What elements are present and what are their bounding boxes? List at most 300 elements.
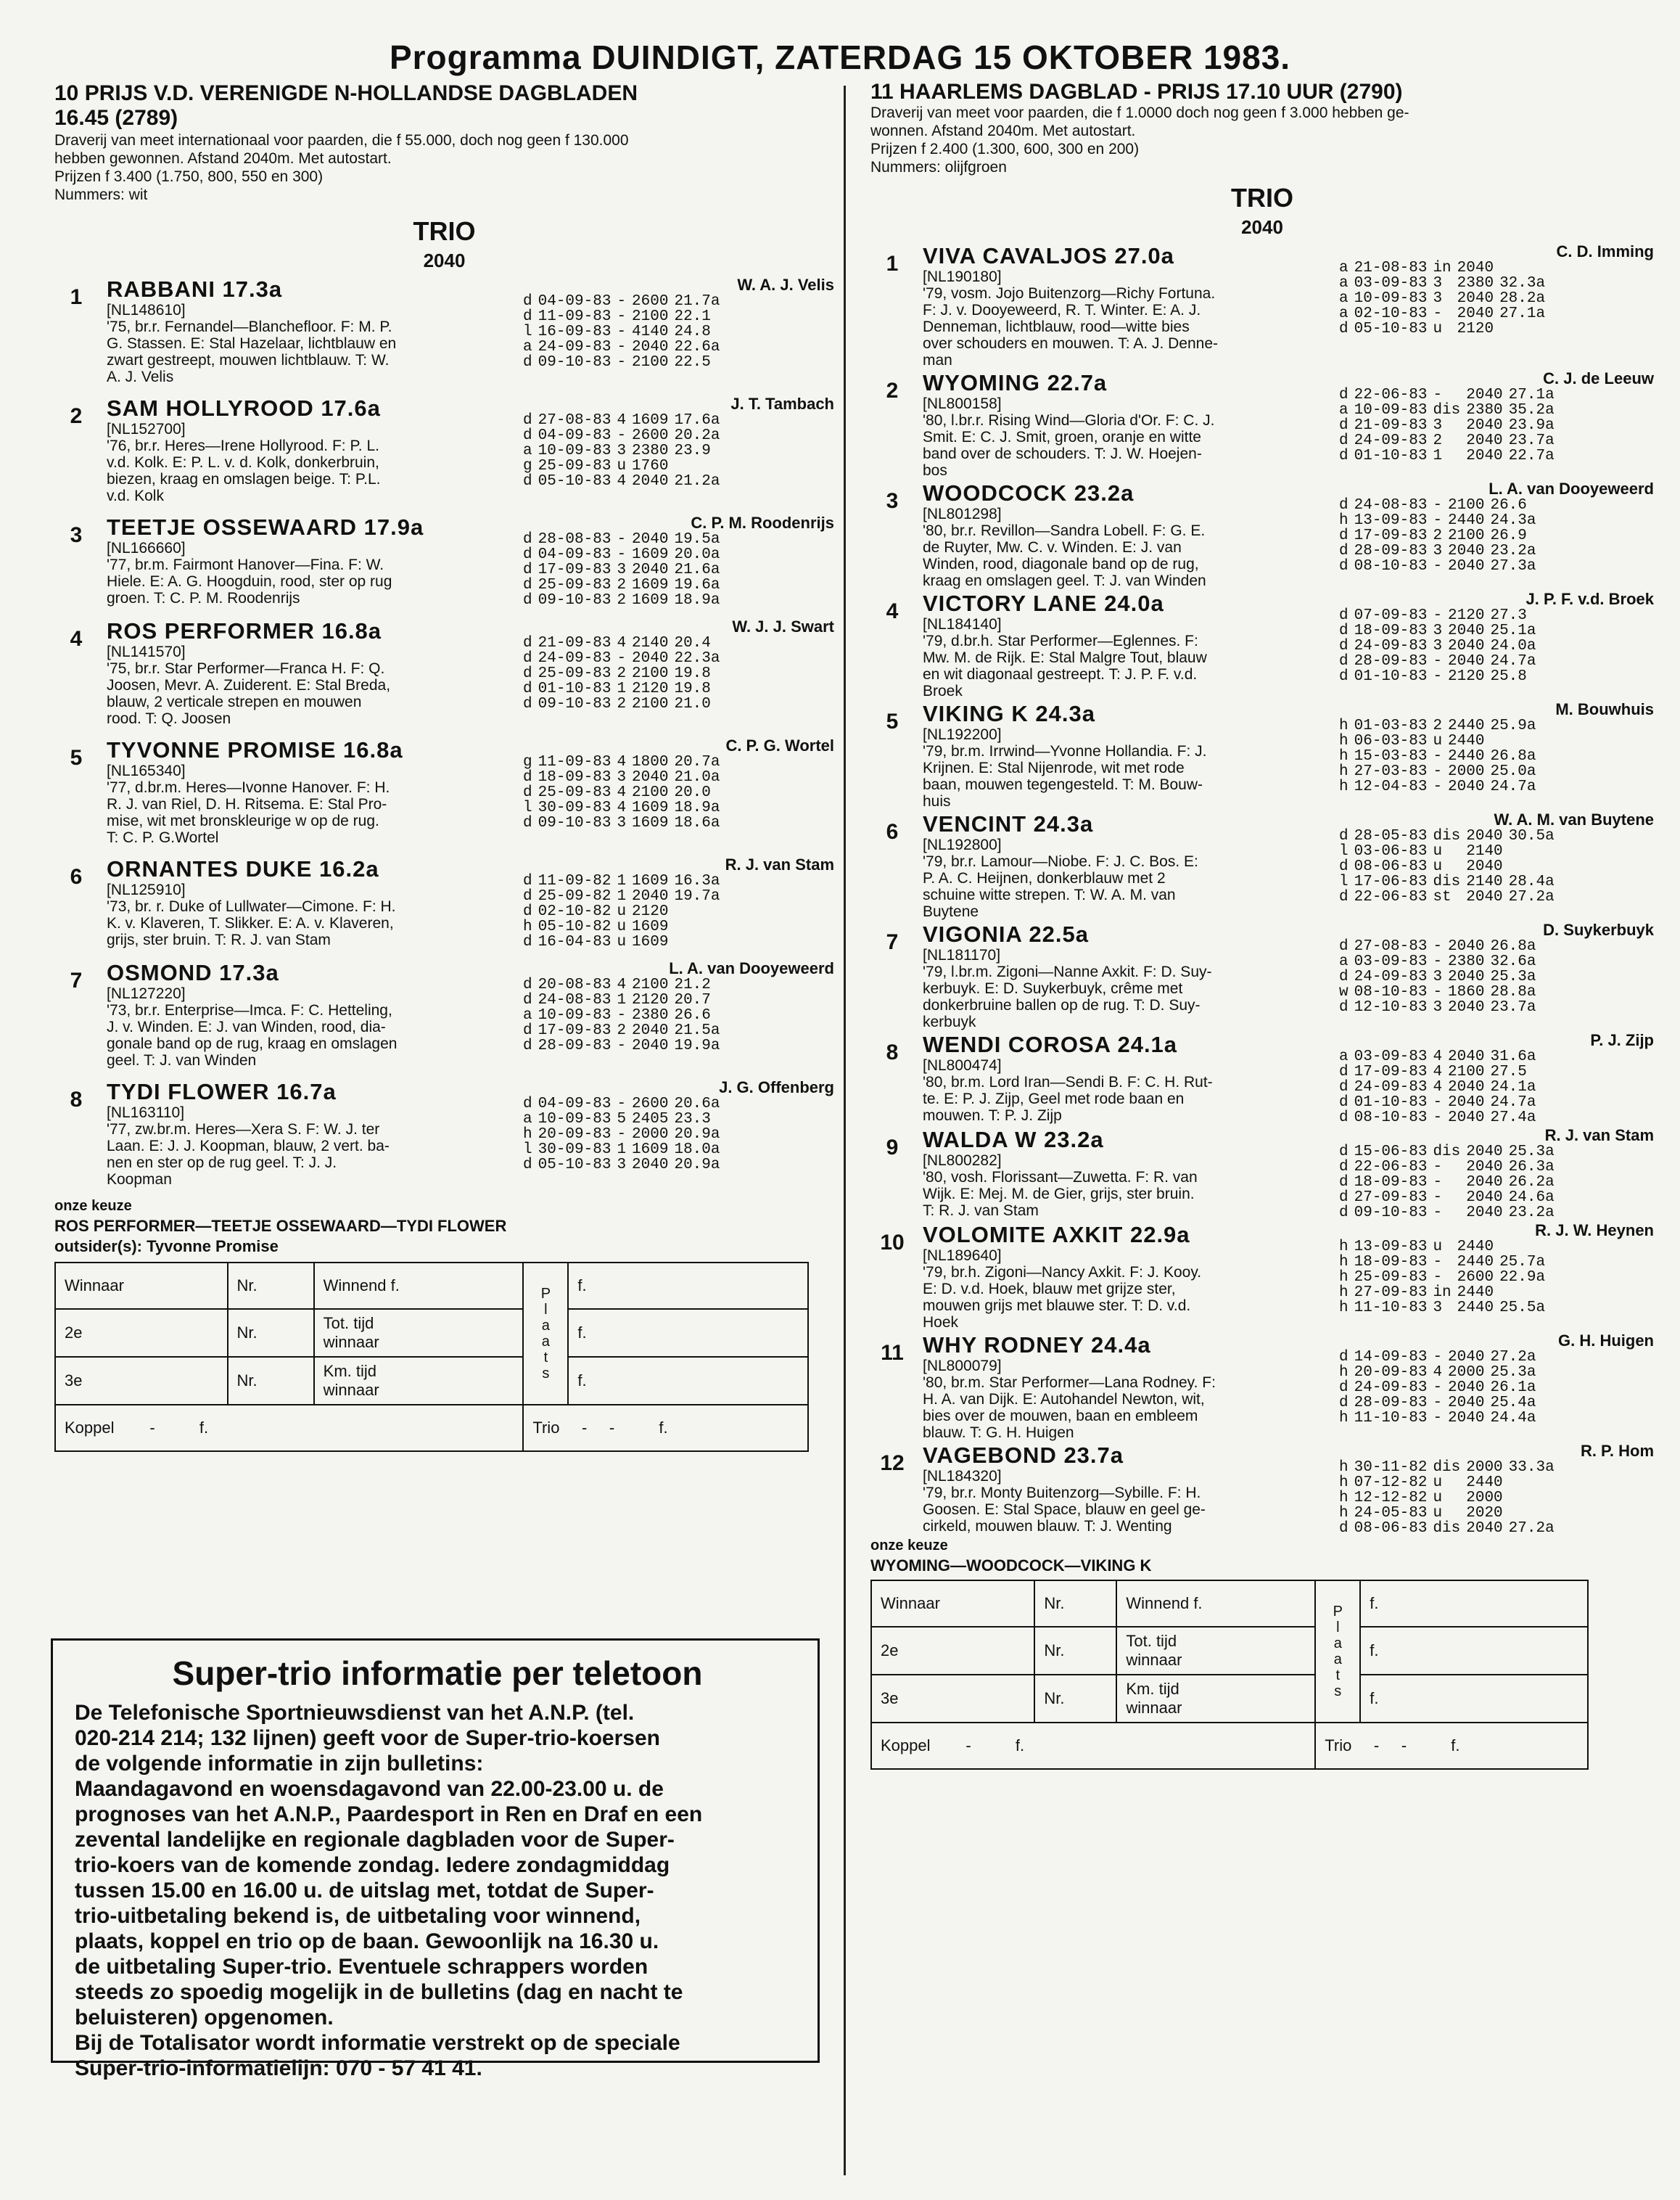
form-cell: 2040 [632,1157,669,1173]
form-cell: 2600 [1457,1269,1494,1286]
form-cell: 24-09-83 [1354,638,1428,654]
form-row [1336,1365,1539,1380]
form-cell: 25-09-82 [538,888,612,905]
horse-description: baan, mouwen tegengesteld. T: M. Bouw- [923,776,1203,793]
form-cell: 4 [617,977,627,993]
info-line: trio-koers van de komende zondag. Iedere zondagmiddag [75,1853,670,1877]
horse-description: '76, br.r. Heres—Irene Hollyrood. F: P. L. [107,438,379,454]
form-cell: 2040 [1466,432,1503,449]
form-row [1336,433,1557,448]
horse-code: [NL141570] [107,644,186,660]
horse-name: TYVONNE PROMISE 16.8a [107,737,403,763]
form-cell: 10-09-83 [1354,290,1428,307]
form-cell: d [1339,543,1348,559]
form-cell: d [523,531,532,548]
form-cell: 16.3a [674,873,720,890]
form-cell: d [1339,1520,1348,1537]
form-table [1336,1239,1548,1316]
form-cell: h [1339,1410,1348,1427]
form-cell: 06-03-83 [1354,733,1428,750]
form-row [1336,669,1539,684]
form-cell: 2120 [632,992,669,1009]
form-row [1336,1460,1557,1475]
horse-name: WOODCOCK 23.2a [923,480,1135,506]
form-cell: 2100 [1448,497,1485,514]
form-cell: 21.6a [674,562,720,578]
form-cell: 08-10-83 [1354,1109,1428,1126]
form-cell: in [1433,260,1452,276]
form-cell: - [1433,1159,1443,1175]
horse-entry [870,243,1654,369]
form-cell: 02-10-82 [538,903,612,920]
form-cell: 2040 [632,650,669,667]
race-10-time: 16.45 (2789) [54,106,178,130]
form-cell: d [1339,1079,1348,1096]
form-cell: u [1433,858,1443,875]
form-cell: 1 [617,992,627,1009]
form-cell: 2120 [1448,668,1485,685]
result-cell: Nr. [228,1263,314,1309]
form-row [1336,1110,1539,1125]
form-cell: 2440 [1457,1284,1494,1301]
horse-description: blauw, 2 verticale strepen en mouwen [107,694,362,710]
form-cell: 1609 [632,1141,669,1158]
horse-code: [NL152700] [107,421,186,438]
form-cell: 2040 [1448,999,1485,1016]
plaats-label: P l a a t s [523,1263,568,1405]
form-cell: 2040 [632,531,669,548]
form-cell: 1 [617,873,627,890]
form-row [520,816,722,831]
form-cell: d [1339,668,1348,685]
info-line: De Telefonische Sportnieuwsdienst van het A.N.P. (tel. [75,1701,635,1725]
form-cell: 20-08-83 [538,977,612,993]
form-cell: 2140 [1466,874,1503,890]
form-cell [671,904,722,919]
horse-name: ROS PERFORMER 16.8a [107,618,382,644]
form-cell: 25.1a [1490,623,1536,639]
race-10-result-table-wrap [54,1262,834,1452]
form-cell: - [1433,1395,1443,1411]
horse-name: VIGONIA 22.5a [923,922,1089,947]
form-cell [1506,1490,1557,1506]
horse-description: man [923,352,952,369]
form-row [520,1112,722,1127]
form-cell: 2440 [1457,1300,1494,1316]
race-10-desc-4: Nummers: wit [54,186,148,203]
form-cell: 4 [617,800,627,816]
horse-info [98,960,513,1069]
form-cell: 4140 [632,324,669,340]
form-cell: 22.3a [674,650,720,667]
form-row [1336,1521,1557,1536]
result-cell: Winnend f. [1116,1580,1315,1627]
form-row [520,1157,722,1173]
result-cell: Tot. tijd winnaar [1116,1627,1315,1675]
form-cell: 2000 [632,1126,669,1143]
horse-number: 3 [886,489,899,513]
form-cell: 20-09-83 [538,1126,612,1143]
form-row [1336,1506,1557,1521]
horse-description: Winden, rood, diagonale band op de rug, [923,556,1199,572]
horse-entry [870,1222,1654,1331]
form-cell: 1 [617,1141,627,1158]
form-cell [671,459,722,474]
form-cell: 25.4a [1490,1395,1536,1411]
horse-code: [NL801298] [923,506,1002,522]
horse-description: H. A. van Dijk. E: Autohandel Newton, wit, [923,1391,1205,1408]
form-cell: u [1433,1490,1443,1506]
horse-code: [NL800474] [923,1057,1002,1074]
form-cell: 28-09-83 [1354,653,1428,670]
form-cell: d [1339,858,1348,875]
form-cell: 2040 [632,888,669,905]
form-cell: d [1339,1159,1348,1175]
form-cell: 28-09-83 [538,1038,612,1054]
horse-name: WENDI COROSA 24.1a [923,1032,1178,1057]
form-cell: d [1339,432,1348,449]
form-cell [671,919,722,935]
form-cell: u [617,903,627,920]
horse-description: Mw. M. de Rijk. E: Stal Malgre Tout, blauw [923,649,1207,666]
horse-form [1329,1222,1654,1331]
form-row [1336,749,1539,764]
form-cell: h [1339,1459,1348,1476]
form-cell: 26.8a [1490,748,1536,765]
form-row [520,889,722,904]
horse-form [1329,243,1654,369]
form-cell: - [1433,512,1443,529]
horse-info [914,811,1329,920]
form-cell: d [523,293,532,310]
form-cell: h [1339,1254,1348,1271]
form-cell: 10-09-83 [538,1007,612,1024]
race-11-result-table-wrap [870,1580,1654,1770]
horse-form [1329,922,1654,1030]
form-cell: 4 [617,473,627,490]
horse-description: mouwen grijs met blauwe ster. T: D. v.d. [923,1297,1191,1314]
form-cell: - [1433,984,1443,1001]
form-cell: 2040 [1448,1094,1485,1111]
horse-trainer: W. A. M. van Buytene [1494,810,1654,829]
form-cell: d [1339,528,1348,544]
form-cell: d [523,592,532,609]
form-cell: 11-10-83 [1354,1410,1428,1427]
form-cell: d [523,696,532,713]
form-cell: 15-06-83 [1354,1144,1428,1160]
form-cell: 2040 [1448,1395,1485,1411]
info-line: Super-trio-informatielijn: 070 - 57 41 41. [75,2056,482,2080]
form-cell: a [523,339,532,356]
race-11-trio-label: TRIO [1231,183,1293,213]
horse-number: 4 [886,599,899,623]
horse-info [914,1442,1329,1536]
form-cell: 3 [1433,290,1443,307]
form-cell: 2000 [1466,1490,1503,1506]
form-cell: 3 [617,443,627,459]
form-row [520,697,722,712]
result-cell: Nr. [1034,1675,1116,1723]
trio-cell: Trio - - f. [523,1405,808,1451]
horse-trainer: P. J. Zijp [1590,1031,1654,1049]
form-row [520,340,722,355]
form-cell: 4 [1433,1048,1443,1065]
form-cell: 2040 [1448,653,1485,670]
form-cell: 2040 [1448,779,1485,795]
horse-entry [54,856,834,950]
horse-number: 5 [70,746,83,770]
form-row [520,1142,722,1157]
form-cell: d [523,635,532,652]
form-row [1336,1490,1557,1506]
race-10-column [54,81,834,1452]
form-cell: 28-05-83 [1354,828,1428,845]
form-cell: d [523,1022,532,1039]
info-line: zevental landelijke en regionale dagbladen voor de Super- [75,1828,675,1852]
form-cell: 2440 [1448,748,1485,765]
result-cell: 3e [55,1357,228,1405]
form-cell: d [523,784,532,801]
race-10-trio-label: TRIO [413,216,476,246]
form-cell: h [1339,1284,1348,1301]
horse-entry [54,514,834,608]
horse-description: '80, br.m. Star Performer—Lana Rodney. F: [923,1374,1216,1391]
form-row [1336,1285,1548,1300]
form-cell: - [617,1038,627,1054]
info-line: steeds zo spoedig mogelijk in de bulletins (dag en nacht te [75,1980,683,2004]
horse-number: 10 [880,1231,905,1255]
form-cell: a [523,1007,532,1024]
form-cell: d [523,888,532,905]
horse-code: [NL192200] [923,726,1002,743]
form-cell: d [1339,321,1348,337]
form-cell: 2040 [1466,417,1503,434]
form-cell: 20.2a [674,427,720,444]
horse-code: [NL800158] [923,395,1002,412]
horse-entry [54,276,834,385]
horse-code: [NL800282] [923,1152,1002,1169]
form-cell: l [1339,874,1348,890]
form-cell: d [1339,1395,1348,1411]
horse-trainer: W. A. J. Velis [737,276,834,294]
result-cell: Winnaar [871,1580,1034,1627]
form-cell: 25.5a [1499,1300,1546,1316]
form-row [1336,387,1557,403]
form-row [1336,260,1548,276]
form-cell: 3 [1433,999,1443,1016]
form-cell: 2040 [1466,1189,1503,1206]
horse-number: 6 [70,865,83,889]
horse-description: '75, br.r. Star Performer—Franca H. F: Q. [107,660,385,677]
result-cell: 3e [871,1675,1034,1723]
form-cell: h [523,1126,532,1143]
form-table [1336,829,1557,905]
form-cell: 2040 [1448,1109,1485,1126]
horse-info [914,922,1329,1030]
horse-trainer: L. A. van Dooyeweerd [669,959,834,977]
horse-entry [870,1442,1654,1536]
horse-entry [870,480,1654,589]
form-cell: 2040 [1448,1379,1485,1396]
form-row [1336,291,1548,306]
form-cell: 26.3a [1508,1159,1555,1175]
race-11-desc-4: Nummers: olijfgroen [870,159,1007,176]
form-row [520,977,722,993]
form-row [1336,829,1557,844]
form-cell: - [1433,1204,1443,1221]
form-cell: 27.3a [1490,558,1536,575]
form-row [520,547,722,562]
form-cell: 27.1a [1499,305,1546,322]
form-cell: d [523,427,532,444]
form-row [1336,1411,1539,1426]
form-row [1336,321,1548,337]
race-10-desc-2: hebben gewonnen. Afstand 2040m. Met autostart. [54,150,392,167]
form-cell: 18-09-83 [538,769,612,786]
form-cell: 2040 [1466,889,1503,906]
form-cell: 2100 [632,665,669,682]
horse-form [1329,1442,1654,1536]
form-cell: - [1433,763,1443,780]
race-10-desc-1: Draverij van meet internationaal voor paarden, die f 55.000, doch nog geen f 130.000 [54,132,629,149]
horse-form [1329,1332,1654,1441]
horse-code: [NL800079] [923,1358,1002,1374]
form-cell: h [523,919,532,935]
horse-description: '73, br.r. Enterprise—Imca. F: C. Hetteling, [107,1002,392,1019]
form-cell: 2040 [1466,1204,1503,1221]
form-cell: 2100 [632,308,669,325]
form-cell: 19.6a [674,577,720,594]
form-cell: 11-09-82 [538,873,612,890]
horse-code: [NL148610] [107,302,186,319]
horse-number: 12 [880,1451,905,1475]
form-cell: d [1339,607,1348,624]
horse-trainer: R. J. van Stam [725,855,834,874]
horse-description: '73, br. r. Duke of Lullwater—Cimone. F: H. [107,898,396,915]
form-cell: d [1339,1174,1348,1191]
form-cell: 24-09-83 [1354,1379,1428,1396]
form-cell: 18-09-83 [1354,1254,1428,1271]
form-cell: 27.2a [1508,889,1555,906]
result-cell: Nr. [228,1357,314,1405]
horse-name: VOLOMITE AXKIT 22.9a [923,1222,1190,1247]
form-table [1336,1460,1557,1536]
form-cell: 18.0a [674,1141,720,1158]
form-cell: - [1433,305,1443,322]
form-row [1336,954,1539,969]
form-cell: 08-10-83 [1354,558,1428,575]
horse-form [513,618,834,727]
form-row [1336,1475,1557,1490]
form-cell [1496,260,1548,276]
result-cell: Nr. [228,1309,314,1357]
form-cell: 25.3a [1490,969,1536,985]
form-cell: 23.7a [1490,999,1536,1016]
form-cell: 2040 [1466,387,1503,403]
form-cell: 17-09-83 [1354,1064,1428,1080]
form-cell: 24.7a [1490,653,1536,670]
form-cell: d [1339,1204,1348,1221]
form-cell: d [1339,1109,1348,1126]
form-cell: u [1433,321,1443,337]
form-table [520,636,722,712]
form-cell: 25-09-83 [1354,1269,1428,1286]
horse-description: band over de schouders. T: J. W. Hoejen- [923,446,1202,462]
info-line: beluisteren) opgenomen. [75,2006,334,2029]
form-cell: 04-09-83 [538,427,612,444]
form-cell: u [617,919,627,935]
horse-entry [54,1079,834,1188]
form-row [520,413,722,428]
form-cell: u [617,458,627,475]
form-cell: 3 [1433,638,1443,654]
horse-description: v.d. Kolk [107,488,164,504]
form-cell: u [1433,1505,1443,1522]
horse-description: over schouders en mouwen. T: A. J. Denne- [923,335,1218,352]
form-row [1336,939,1539,954]
form-cell: 27-03-83 [1354,763,1428,780]
result-cell: 2e [871,1627,1034,1675]
form-row [520,636,722,651]
form-cell: 09-10-83 [538,592,612,609]
horse-description: schuine witte strepen. T: W. A. M. van [923,887,1176,903]
form-cell: 2380 [1457,275,1494,292]
form-cell: 24-09-83 [1354,1079,1428,1096]
form-cell: 26.1a [1490,1379,1536,1396]
horse-info [914,243,1329,369]
form-cell: 2100 [632,354,669,371]
form-cell: 22-06-83 [1354,889,1428,906]
form-cell: - [1433,1349,1443,1366]
form-cell: d [1339,623,1348,639]
form-cell: 2 [617,665,627,682]
form-cell: 25.0a [1490,763,1536,780]
horse-description: '79, br.m. Irrwind—Yvonne Hollandia. F: J. [923,743,1207,760]
form-cell [1487,734,1539,749]
form-cell: 2100 [1448,528,1485,544]
horse-info [914,701,1329,810]
form-cell: 15-03-83 [1354,748,1428,765]
form-row [1336,528,1539,543]
horse-info [98,514,513,608]
horse-number: 1 [70,285,83,309]
form-cell: w [1339,984,1348,1001]
horse-entry [870,701,1654,810]
form-cell: 25.3a [1490,1364,1536,1381]
form-cell: 07-12-82 [1354,1474,1428,1491]
horse-info [98,737,513,846]
form-cell: 2040 [632,1038,669,1054]
form-cell: 2040 [1466,448,1503,464]
form-cell: 27.1a [1508,387,1555,403]
form-cell: 20.0 [674,784,711,801]
horse-number: 3 [70,523,83,547]
form-cell: 2040 [1448,1048,1485,1065]
form-row [1336,448,1557,464]
form-cell: - [1433,1174,1443,1191]
form-cell: 18-09-83 [1354,1174,1428,1191]
form-cell: 2040 [632,473,669,490]
horse-entry [54,960,834,1069]
form-cell: - [1433,668,1443,685]
form-cell: 33.3a [1508,1459,1555,1476]
form-row [520,993,722,1008]
form-cell: 18-09-83 [1354,623,1428,639]
form-cell: 24-09-83 [538,650,612,667]
result-row [55,1309,808,1357]
horse-description: v.d. Kolk. E: P. L. v. d. Kolk, donkerbruin, [107,454,379,471]
form-cell: 03-09-83 [1354,1048,1428,1065]
